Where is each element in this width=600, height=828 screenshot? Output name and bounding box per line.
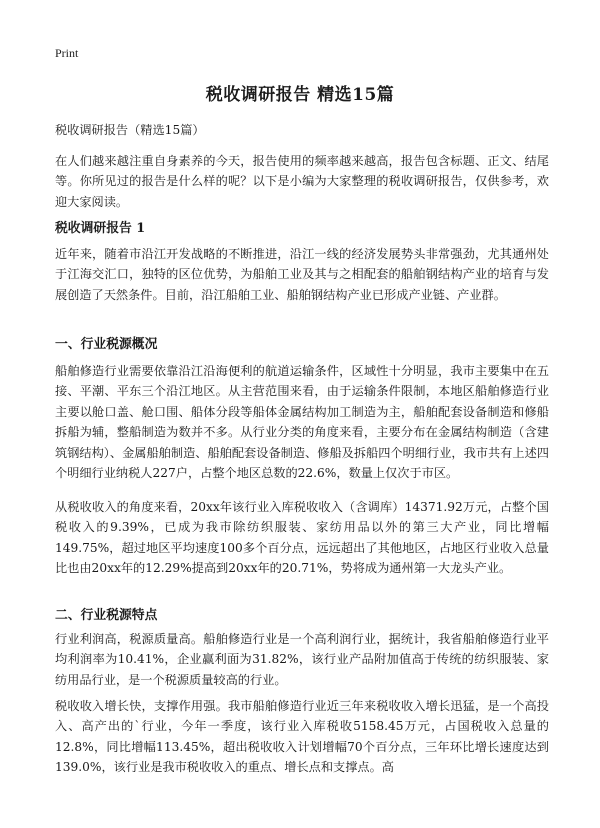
page-title: 税收调研报告 精选15篇 xyxy=(205,85,395,105)
document-subtitle: 税收调研报告（精选15篇） xyxy=(55,123,205,137)
section-1-paragraph-1: 船舶修造行业需要依靠沿江沿海便利的航道运输条件，区域性十分明显，我市主要集中在五接、平潮、平东三个沿江地区。从主营范围来看，由于运输条件限制，本地区船舶修造行业主要以舱口盖、舱口围、船体分段等船体金属结构加工制造为主，船舶配套设备制造和修船拆船为辅，整船制造为数并不多。从行业分类的角度来看，主要分布在金属结构制造（含建筑钢结构）、金属船舶制造、船舶配套设备制造、修船及拆船四个明细行业，我市共有上述四个明细行业纳税人227户，占整个地区总数的22.6%，数量上仅次于市区。 xyxy=(55,364,549,481)
print-link[interactable]: Print xyxy=(55,46,79,60)
section-2-paragraph-2: 税收收入增长快，支撑作用强。我市船舶修造行业近三年来税收收入增长迅猛，是一个高投入、高产出的`行业，今年一季度，该行业入库税收5158.45万元，占国税收入总量的12.8%，同比增幅113.45%，超出税收收入计划增幅70个百分点，三年环比增长速度达到139.0%，该行业是我市税收收入的重点、增长点和支撑点。高 xyxy=(55,699,549,775)
section-1-paragraph-2: 从税收收入的角度来看，20xx年该行业入库税收收入（含调库）14371.92万元，占整个国税收入的9.39%，已成为我市除纺织服装、家纺用品以外的第三大产业，同比增幅149.75%，超过地区平均速度100多个百分点，远远超出了其他地区，占地区行业收入总量比也由20xx年的12.29%提高到20xx年的20.71%，势将成为通州第一大龙头产业。 xyxy=(55,500,549,576)
section-2-paragraph-1: 行业利润高，税源质量高。船舶修造行业是一个高利润行业，据统计，我省船舶修造行业平均利润率为10.41%，企业赢利面为31.82%，该行业产品附加值高于传统的纺织服装、家纺用品行业，是一个税源质量较高的行业。 xyxy=(55,632,549,687)
section-2-heading: 二、行业税源特点 xyxy=(55,608,158,623)
section-1-heading: 一、行业税源概况 xyxy=(55,337,158,352)
report-1-intro-paragraph: 近年来，随着市沿江开发战略的不断推进，沿江一线的经济发展势头非常强劲，尤其通州处于江海交汇口，独特的区位优势，为船舶工业及其与之相配套的船舶钢结构产业的培育与发展创造了天然条件。目前，沿江船舶工业、船舶钢结构产业已形成产业链、产业群。 xyxy=(55,247,549,302)
report-1-heading: 税收调研报告 1 xyxy=(55,221,146,236)
intro-paragraph: 在人们越来越注重自身素养的今天，报告使用的频率越来越高，报告包含标题、正文、结尾等。你所见过的报告是什么样的呢？以下是小编为大家整理的税收调研报告，仅供参考，欢迎大家阅读。 xyxy=(55,154,549,209)
